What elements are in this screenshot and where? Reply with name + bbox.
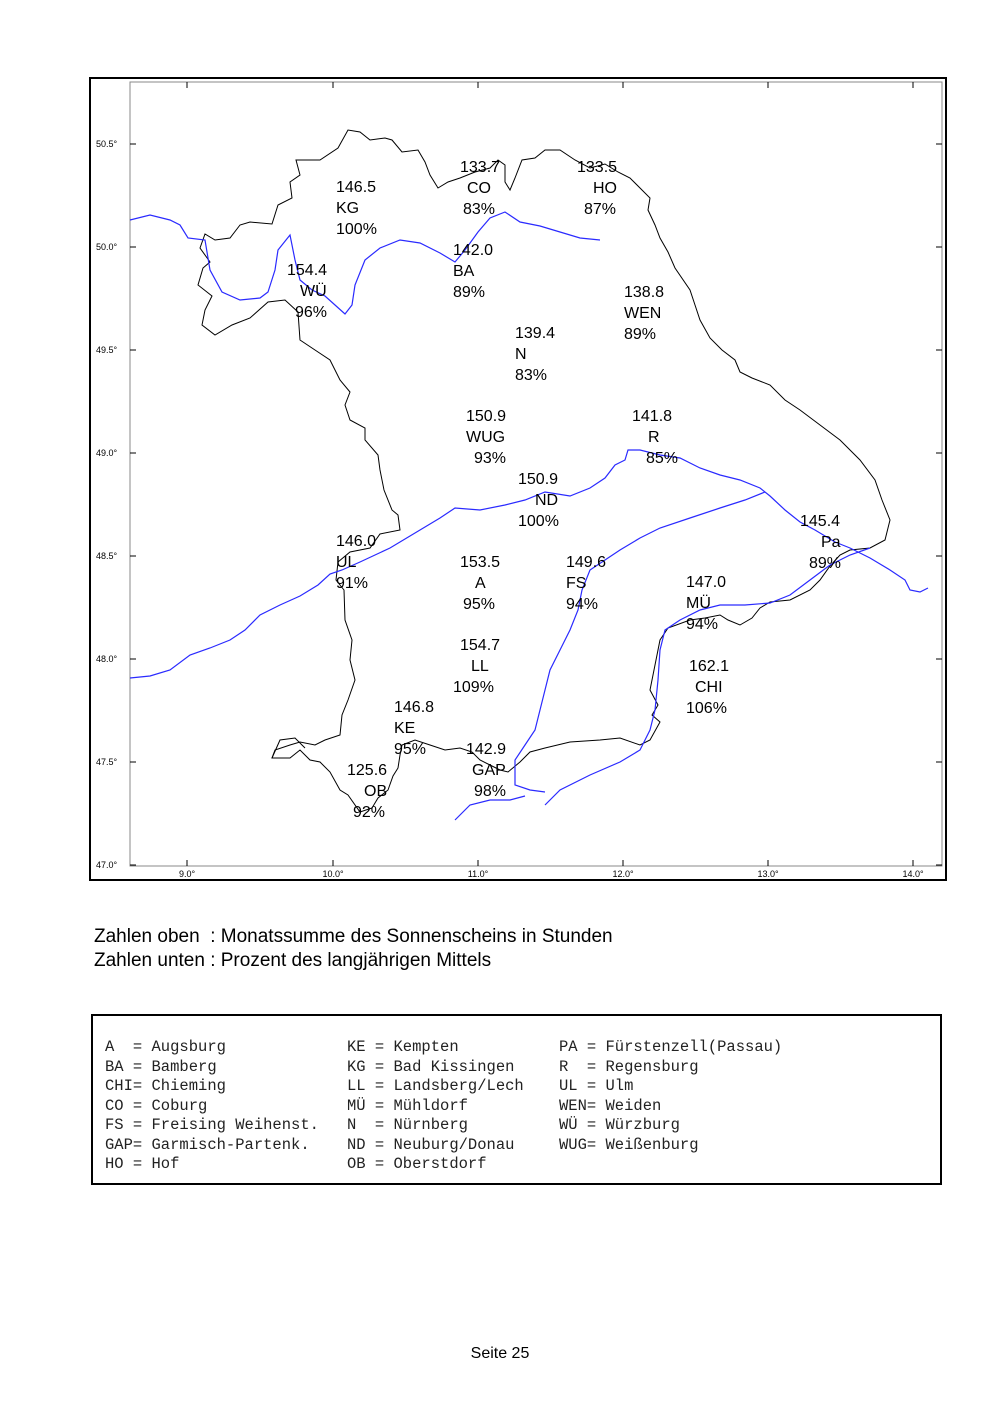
station-code: WÜ xyxy=(300,283,327,300)
legend-column-3 xyxy=(559,1038,782,1155)
caption-line-bottom: Zahlen unten : Prozent des langjährigen Mittels xyxy=(94,950,492,971)
legend-entry: PA = Fürstenzell(Passau) xyxy=(559,1038,783,1056)
lat-tick-label: 48.5° xyxy=(96,551,118,561)
page-number: Seite 25 xyxy=(470,1345,530,1362)
lat-tick-label: 47.5° xyxy=(96,757,118,767)
station-sunshine-value: 150.9 xyxy=(518,471,559,488)
station-sunshine-value: 133.5 xyxy=(577,159,618,176)
station-percent-value: 92% xyxy=(353,804,386,821)
station-percent-value: 106% xyxy=(686,700,727,717)
station-sunshine-value: 154.4 xyxy=(287,262,328,279)
legend-entry: CO = Coburg xyxy=(105,1096,208,1115)
station-percent-value: 89% xyxy=(809,555,842,572)
legend-entry: A = Augsburg xyxy=(105,1038,226,1056)
map-caption xyxy=(94,925,613,973)
legend-entry: ND = Neuburg/Donau xyxy=(347,1135,515,1154)
station-code: GAP xyxy=(472,762,506,779)
legend-entry: OB = Oberstdorf xyxy=(347,1155,487,1173)
station-percent-value: 89% xyxy=(624,326,657,343)
lat-tick-label: 49.5° xyxy=(96,345,118,355)
legend-entry: KE = Kempten xyxy=(347,1038,459,1056)
station-sunshine-value: 142.9 xyxy=(466,741,507,758)
abbreviation-legend xyxy=(91,1014,942,1185)
legend-entry: CHI= Chieming xyxy=(105,1077,226,1095)
station-sunshine-value: 125.6 xyxy=(347,762,388,779)
station-sunshine-value: 138.8 xyxy=(624,284,665,301)
station-percent-value: 89% xyxy=(453,284,486,301)
station-percent-value: 109% xyxy=(453,679,494,696)
station-code: WEN xyxy=(624,305,662,322)
station-code: ND xyxy=(535,492,559,509)
station-code: Pa xyxy=(821,534,841,551)
station-sunshine-value: 149.6 xyxy=(566,554,607,571)
station-percent-value: 83% xyxy=(515,367,548,384)
legend-entry: WUG= Weißenburg xyxy=(559,1135,699,1154)
station-code: UL xyxy=(336,554,357,571)
station-sunshine-value: 146.8 xyxy=(394,699,435,716)
legend-entry: HO = Hof xyxy=(105,1155,180,1173)
lon-tick-label: 10.0° xyxy=(322,869,344,879)
lon-tick-label: 14.0° xyxy=(902,869,924,879)
lon-tick-label: 12.0° xyxy=(612,869,634,879)
station-code: WUG xyxy=(466,429,506,446)
legend-column-2 xyxy=(347,1038,524,1175)
station-percent-value: 95% xyxy=(463,596,496,613)
station-percent-value: 94% xyxy=(686,616,719,633)
station-code: CHI xyxy=(695,679,723,696)
station-percent-value: 98% xyxy=(474,783,507,800)
station-percent-value: 93% xyxy=(474,450,507,467)
station-sunshine-value: 141.8 xyxy=(632,408,673,425)
lon-tick-label: 13.0° xyxy=(757,869,779,879)
station-code: FS xyxy=(566,575,587,592)
station-code: KG xyxy=(336,200,360,217)
station-sunshine-value: 162.1 xyxy=(689,658,730,675)
station-sunshine-value: 146.0 xyxy=(336,533,377,550)
station-code: MÜ xyxy=(686,595,711,612)
station-percent-value: 85% xyxy=(646,450,679,467)
station-percent-value: 87% xyxy=(584,201,617,218)
legend-entry: FS = Freising Weihenst. xyxy=(105,1116,319,1134)
legend-entry: LL = Landsberg/Lech xyxy=(347,1077,524,1095)
station-code: CO xyxy=(467,180,491,197)
lon-tick-label: 11.0° xyxy=(467,869,489,879)
station-sunshine-value: 154.7 xyxy=(460,637,501,654)
lat-tick-label: 47.0° xyxy=(96,860,118,870)
station-code: OB xyxy=(364,783,388,800)
legend-entry: UL = Ulm xyxy=(559,1077,634,1095)
station-percent-value: 83% xyxy=(463,201,496,218)
station-sunshine-value: 150.9 xyxy=(466,408,507,425)
legend-entry: BA = Bamberg xyxy=(105,1057,217,1076)
legend-entry: R = Regensburg xyxy=(559,1057,699,1076)
station-percent-value: 94% xyxy=(566,596,599,613)
station-sunshine-value: 142.0 xyxy=(453,242,494,259)
legend-entry: WEN= Weiden xyxy=(559,1096,662,1115)
lon-tick-label: 9.0° xyxy=(178,869,196,879)
lat-tick-label: 49.0° xyxy=(96,448,118,458)
legend-entry: KG = Bad Kissingen xyxy=(347,1057,515,1076)
station-code: N xyxy=(515,346,527,363)
station-sunshine-value: 133.7 xyxy=(460,159,501,176)
station-code: A xyxy=(475,575,486,592)
lat-tick-label: 50.0° xyxy=(96,242,118,252)
station-sunshine-value: 139.4 xyxy=(515,325,556,342)
station-code: R xyxy=(648,429,660,446)
station-percent-value: 100% xyxy=(518,513,559,530)
station-code: HO xyxy=(593,180,617,197)
legend-column-1 xyxy=(105,1038,319,1175)
station-code: KE xyxy=(394,720,416,737)
station-percent-value: 91% xyxy=(336,575,369,592)
station-percent-value: 96% xyxy=(295,304,328,321)
legend-entry: GAP= Garmisch-Partenk. xyxy=(105,1135,310,1154)
legend-entry: WÜ = Würzburg xyxy=(559,1116,680,1134)
lat-tick-label: 48.0° xyxy=(96,654,118,664)
legend-entry: MÜ = Mühldorf xyxy=(347,1096,468,1115)
station-percent-value: 100% xyxy=(336,221,377,238)
station-sunshine-value: 146.5 xyxy=(336,179,377,196)
caption-line-top: Zahlen oben : Monatssumme des Sonnenscheins in Stunden xyxy=(94,926,613,947)
station-percent-value: 95% xyxy=(394,741,427,758)
station-code: BA xyxy=(453,263,475,280)
station-sunshine-value: 153.5 xyxy=(460,554,501,571)
lat-tick-label: 50.5° xyxy=(96,139,118,149)
station-sunshine-value: 145.4 xyxy=(800,513,841,530)
station-sunshine-value: 147.0 xyxy=(686,574,727,591)
legend-entry: N = Nürnberg xyxy=(347,1116,468,1134)
map-frame xyxy=(89,77,947,881)
station-code: LL xyxy=(471,658,489,675)
